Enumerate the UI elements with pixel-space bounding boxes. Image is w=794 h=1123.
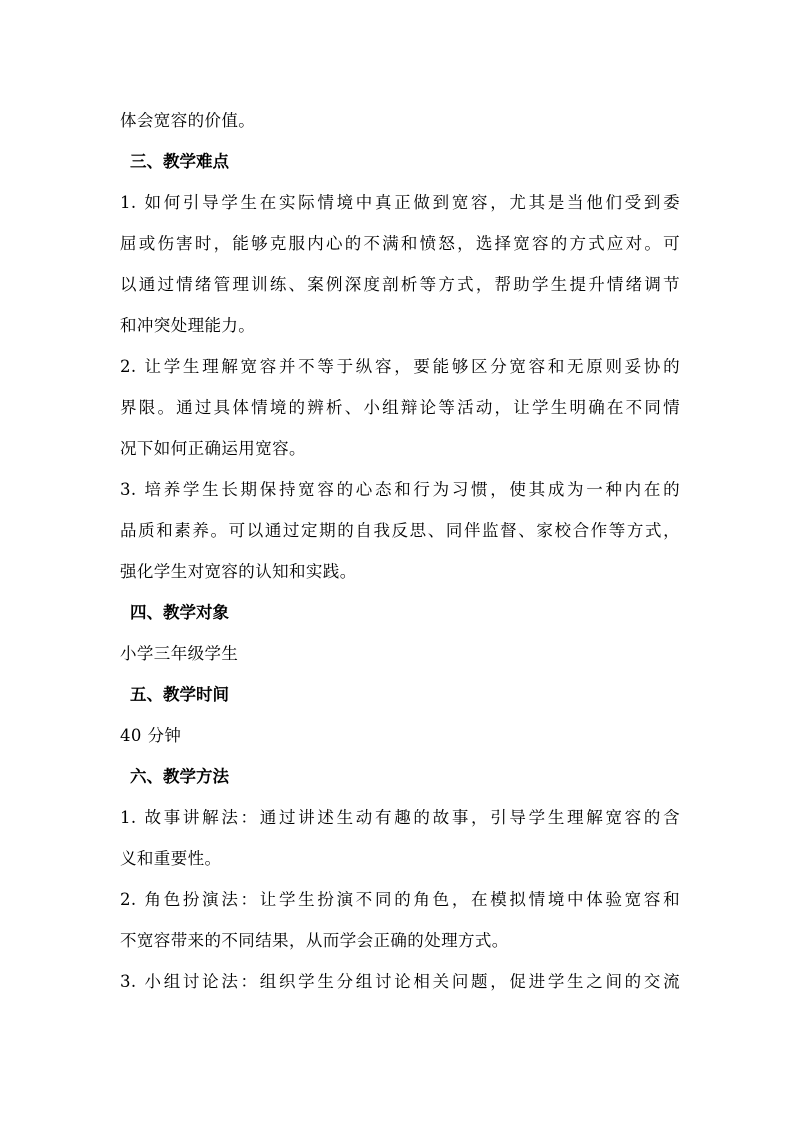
paragraph-line: 2. 让学生理解宽容并不等于纵容，要能够区分宽容和无原则妥协的: [120, 357, 680, 376]
method-item-3: [120, 961, 680, 1002]
audience-text: 小学三年级学生: [120, 644, 239, 663]
section-heading-difficulties: 三、教学难点: [130, 152, 229, 171]
paragraph-line: 界限。通过具体情境的辨析、小组辩论等活动，让学生明确在不同情: [120, 398, 680, 417]
paragraph-line: 品质和素养。可以通过定期的自我反思、同伴监督、家校合作等方式，: [120, 521, 680, 540]
duration-text: 40 分钟: [120, 726, 182, 745]
difficulty-item-1: [120, 182, 680, 346]
paragraph-line: 3. 培养学生长期保持宽容的心态和行为习惯，使其成为一种内在的: [120, 480, 680, 499]
difficulty-item-2: [120, 346, 680, 469]
paragraph-line: 以通过情绪管理训练、案例深度剖析等方式，帮助学生提升情绪调节: [120, 275, 680, 294]
method-item-2: [120, 879, 680, 961]
document-page: [120, 100, 680, 1002]
difficulty-item-3: [120, 469, 680, 592]
paragraph-line: 屈或伤害时，能够克服内心的不满和愤怒，选择宽容的方式应对。可: [120, 234, 680, 253]
paragraph-line: 况下如何正确运用宽容。: [120, 439, 306, 458]
paragraph-line: 义和重要性。: [120, 849, 222, 868]
paragraph-line: 体会宽容的价值。: [120, 111, 256, 130]
method-item-1: [120, 797, 680, 879]
paragraph-line: 强化学生对宽容的认知和实践。: [120, 562, 357, 581]
section-heading-audience: 四、教学对象: [130, 603, 229, 622]
paragraph-line: 不宽容带来的不同结果，从而学会正确的处理方式。: [120, 931, 509, 950]
paragraph-line: 1. 故事讲解法：通过讲述生动有趣的故事，引导学生理解宽容的含: [120, 808, 680, 827]
paragraph-line: 2. 角色扮演法：让学生扮演不同的角色，在模拟情境中体验宽容和: [120, 890, 680, 909]
paragraph-line: 1. 如何引导学生在实际情境中真正做到宽容，尤其是当他们受到委: [120, 193, 680, 212]
section-heading-duration: 五、教学时间: [130, 685, 229, 704]
paragraph-line: 3. 小组讨论法：组织学生分组讨论相关问题，促进学生之间的交流: [120, 972, 680, 991]
paragraph-line: 和冲突处理能力。: [120, 316, 256, 335]
section-heading-methods: 六、教学方法: [130, 767, 229, 786]
